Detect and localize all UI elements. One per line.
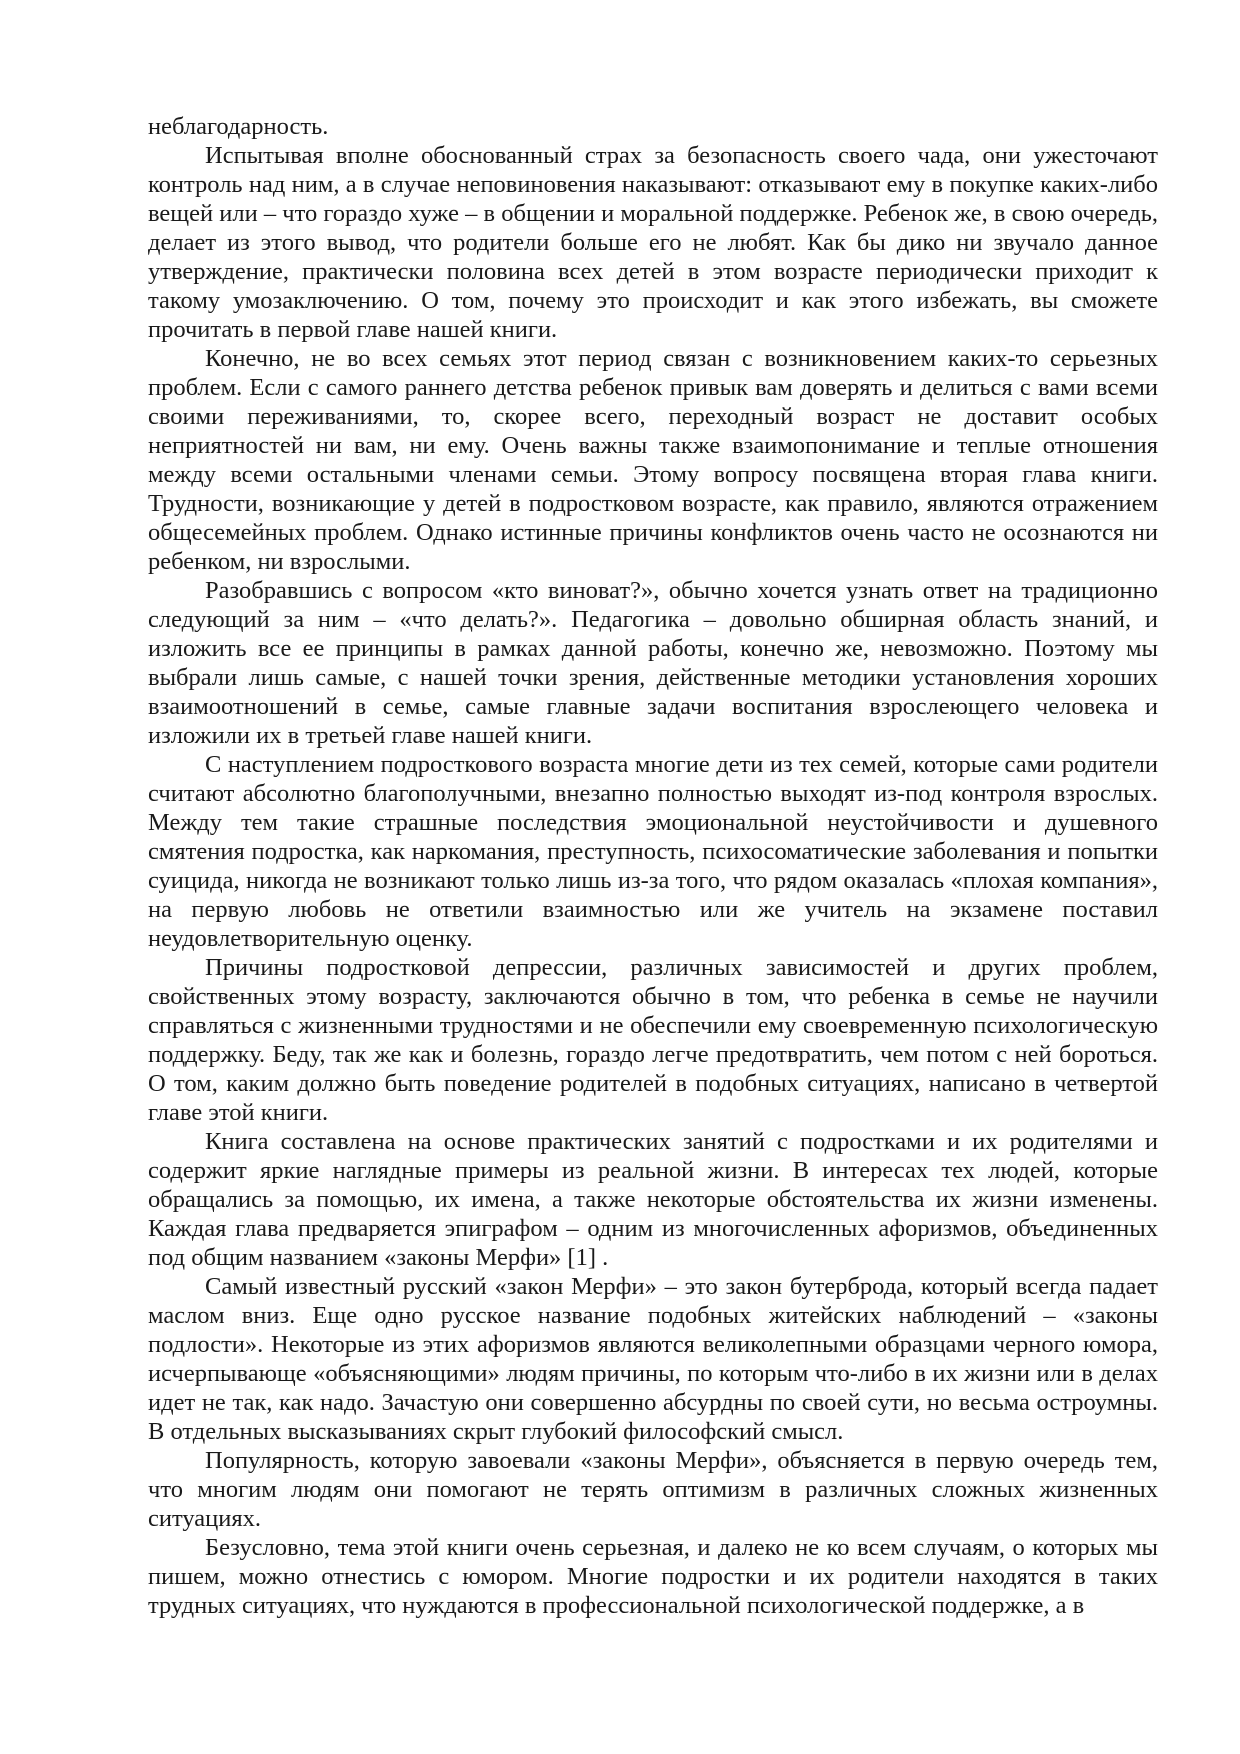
paragraph-continuation: неблагодарность. xyxy=(148,113,329,140)
paragraph: Испытывая вполне обоснованный страх за безопасность своего чада, они ужесточают контроль над ним, а в случае неповиновения наказывают: отказывают ему в покупке каких-либо вещей или – что гораздо хуже – в общении и моральной поддержке. Ребенок же, в свою очередь, делает из этого вывод, что родители больше его не любят. Как бы дико ни звучало данное утверждение, практически половина всех детей в этом возрасте периодически приходит к такому умозаключению. О том, почему это происходит и как этого избежать, вы сможете прочитать в первой главе нашей книги. xyxy=(148,142,1158,343)
paragraph: Конечно, не во всех семьях этот период связан с возникновением каких-то серьезных проблем. Если с самого раннего детства ребенок привык вам доверять и делиться с вами всеми своими переживаниями, то, скорее всего, переходный возраст не доставит особых неприятностей ни вам, ни ему. Очень важны также взаимопонимание и теплые отношения между всеми остальными членами семьи. Этому вопросу посвящена вторая глава книги. Трудности, возникающие у детей в подростковом возрасте, как правило, являются отражением общесемейных проблем. Однако истинные причины конфликтов очень часто не осознаются ни ребенком, ни взрослыми. xyxy=(148,345,1158,575)
paragraph: Самый известный русский «закон Мерфи» – это закон бутерброда, который всегда падает маслом вниз. Еще одно русское название подобных житейских наблюдений – «законы подлости». Некоторые из этих афоризмов являются великолепными образцами черного юмора, исчерпывающе «объясняющими» людям причины, по которым что-либо в их жизни или в делах идет не так, как надо. Зачастую они совершенно абсурдны по своей сути, но весьма остроумны. В отдельных высказываниях скрыт глубокий философский смысл. xyxy=(148,1273,1158,1445)
paragraph: С наступлением подросткового возраста многие дети из тех семей, которые сами родители считают абсолютно благополучными, внезапно полностью выходят из-под контроля взрослых. Между тем такие страшные последствия эмоциональной неустойчивости и душевного смятения подростка, как наркомания, преступность, психосоматические заболевания и попытки суицида, никогда не возникают только лишь из-за того, что рядом оказалась «плохая компания», на первую любовь не ответили взаимностью или же учитель на экзамене поставил неудовлетворительную оценку. xyxy=(148,751,1158,952)
paragraph: Безусловно, тема этой книги очень серьезная, и далеко не ко всем случаям, о которых мы пишем, можно отнестись с юмором. Многие подростки и их родители находятся в таких трудных ситуациях, что нуждаются в профессиональной психологической поддержке, а в xyxy=(148,1534,1158,1619)
document-page xyxy=(148,112,1158,1620)
paragraph: Книга составлена на основе практических занятий с подростками и их родителями и содержит яркие наглядные примеры из реальной жизни. В интересах тех людей, которые обращались за помощью, их имена, а также некоторые обстоятельства их жизни изменены. Каждая глава предваряется эпиграфом – одним из многочисленных афоризмов, объединенных под общим названием «законы Мерфи» [1] . xyxy=(148,1128,1158,1271)
paragraph: Разобравшись с вопросом «кто виноват?», обычно хочется узнать ответ на традиционно следующий за ним – «что делать?». Педагогика – довольно обширная область знаний, и изложить все ее принципы в рамках данной работы, конечно же, невозможно. Поэтому мы выбрали лишь самые, с нашей точки зрения, действенные методики установления хороших взаимоотношений в семье, самые главные задачи воспитания взрослеющего человека и изложили их в третьей главе нашей книги. xyxy=(148,577,1158,749)
paragraph: Причины подростковой депрессии, различных зависимостей и других проблем, свойственных этому возрасту, заключаются обычно в том, что ребенка в семье не научили справляться с жизненными трудностями и не обеспечили ему своевременную психологическую поддержку. Беду, так же как и болезнь, гораздо легче предотвратить, чем потом с ней бороться. О том, каким должно быть поведение родителей в подобных ситуациях, написано в четвертой главе этой книги. xyxy=(148,954,1158,1126)
paragraph: Популярность, которую завоевали «законы Мерфи», объясняется в первую очередь тем, что многим людям они помогают не терять оптимизм в различных сложных жизненных ситуациях. xyxy=(148,1447,1158,1532)
